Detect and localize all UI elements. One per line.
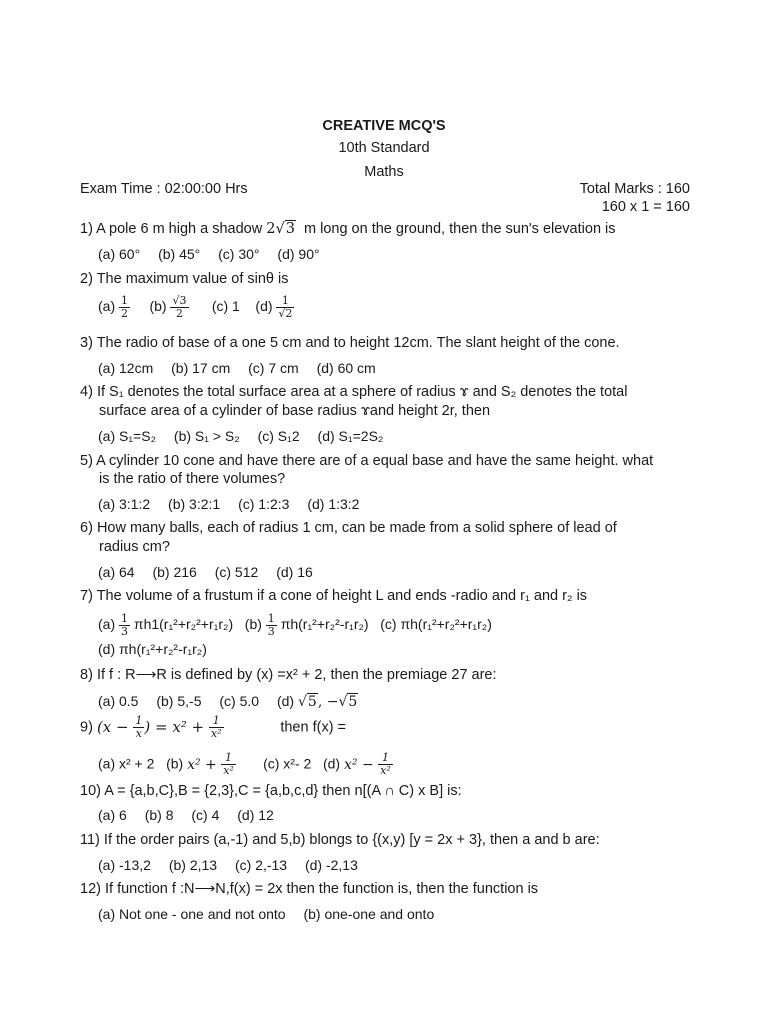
option-a: (a) 60° [98,246,141,262]
option-a-expr: πh1(r₁²+r₂²+r₁r₂) [133,616,234,633]
options-1 [98,246,334,262]
option-b: (b) 5,-5 [156,693,202,709]
option-b: (b) [244,616,262,633]
options-6 [98,564,327,580]
option-d: (d) 60 cm [316,360,376,376]
option-d: (d) [276,693,295,709]
option-c: (c) 2,-13 [234,857,288,873]
question-text: If f : R⟶R is defined by (x) =x² + 2, then the premiage 27 are: [96,667,497,683]
option-b: (b) one-one and onto [303,906,435,922]
options-11 [98,857,372,873]
question-number: 6) [80,520,93,536]
question-number: 9) [80,719,93,736]
option-d: (d) 1:3:2 [307,496,360,512]
math-fraction: $\frac{√3}{2}$ [172,294,187,320]
options-8 [98,693,358,710]
question-tail: then f(x) = [280,719,347,736]
total-marks: Total Marks : 160 [579,181,690,197]
math-expression: (x − $\frac{1}{x}$ ) = x² + $\frac{1}{\text{x²}}$ [96,714,222,740]
option-b: (b) 45° [158,246,201,262]
option-d: (d) 12 [237,807,274,823]
math-expression: √5, −√5 [297,694,358,710]
option-a: (a) 64 [98,564,135,580]
option-a: (a) x² + 2 [98,755,155,772]
question-text: A = {a,b,C},B = {2,3},C = {a,b,c,d} then n[(A ∩ C) x B] is: [104,783,462,799]
question-text: If function f :N⟶N,f(x) = 2x then the function is, then the function is [105,881,539,897]
option-d: (d) 16 [276,564,313,580]
option-c: (c) 4 [191,807,220,823]
question-1 [80,221,616,237]
question-9 [80,715,346,740]
question-number: 12) [80,881,101,897]
question-text: The radio of base of a one 5 cm and to height 12cm. The slant height of the cone. [96,335,620,351]
option-b: (b) [166,755,184,772]
math-fraction: $\frac{1}{3}$ [121,612,129,638]
math-fraction: $\frac{1}{3}$ [267,612,275,638]
question-number: 4) [80,384,93,400]
question-12 [80,881,538,897]
question-7 [80,588,587,604]
question-number: 7) [80,588,93,604]
marks-calc: 160 x 1 = 160 [601,199,690,215]
option-a: (a) 0.5 [98,693,139,709]
question-text: The volume of a frustum if a cone of height L and ends -radio and r₁ and r₂ is [96,588,588,604]
question-6-cont: radius cm? [99,539,170,555]
option-a: (a) [98,298,116,315]
question-3 [80,335,620,351]
options-7 [98,613,492,638]
options-9 [98,752,393,777]
option-b: (b) 8 [144,807,174,823]
question-4-cont: surface area of a cylinder of base radius ɤand height 2r, then [99,403,491,419]
subject-label: Maths [364,164,404,180]
math-expression: x² + $\frac{1}{\text{x²}}$ [187,751,234,777]
question-text: The maximum value of sinθ is [96,271,289,287]
options-2 [98,295,294,320]
option-c: (c) 7 cm [248,360,299,376]
question-10 [80,783,462,799]
question-number: 11) [80,832,100,848]
option-c: (c) 512 [214,564,259,580]
question-number: 2) [80,271,93,287]
question-5-cont: is the ratio of there volumes? [99,471,286,487]
question-2 [80,271,288,287]
option-b-expr: πh(r₁²+r₂²-r₁r₂) [280,616,369,633]
question-number: 1) [80,221,93,237]
question-number: 5) [80,453,93,469]
option-d: (d) S₁=2S₂ [317,428,384,444]
option-c: (c) 1 [211,298,240,315]
question-number: 3) [80,335,93,351]
option-a: (a) 6 [98,807,127,823]
question-4 [80,384,627,400]
option-a: (a) [98,616,116,633]
question-text: If S₁ denotes the total surface area at a sphere of radius ɤ and S₂ denotes the total [96,384,628,400]
page-title: CREATIVE MCQ'S [322,118,446,134]
option-b: (b) [149,298,167,315]
math-expression: x² − $\frac{1}{\text{x²}}$ [344,751,391,777]
question-11 [80,832,600,848]
option-d: (d) -2,13 [304,857,358,873]
option-b: (b) S₁ > S₂ [173,428,240,444]
options-4 [98,428,397,444]
option-b: (b) 2,13 [168,857,218,873]
question-text: A pole 6 m high a shadow [96,221,263,237]
option-c: (c) S₁2 [257,428,300,444]
math-fraction: $\frac{1}{2}$ [121,294,129,320]
option-a: (a) Not one - one and not onto [98,906,286,922]
math-expression: 2√3 [266,221,295,237]
option-a: (a) 12cm [98,360,154,376]
option-a: (a) -13,2 [98,857,151,873]
question-8 [80,667,497,683]
option-d: (d) [322,755,341,772]
options-3 [98,360,390,376]
options-12 [98,906,448,922]
math-fraction: $\frac{1}{√2}$ [278,294,293,320]
option-b: (b) 3:2:1 [168,496,221,512]
option-a: (a) S₁=S₂ [98,428,157,444]
option-a: (a) 3:1:2 [98,496,151,512]
options-10 [98,807,288,823]
exam-time: Exam Time : 02:00:00 Hrs [80,181,248,197]
option-d: (d) [255,298,273,315]
option-d: (d) 90° [277,246,320,262]
option-c: (c) πh(r₁²+r₂²+r₁r₂) [380,616,492,633]
question-number: 10) [80,783,101,799]
option-c: (c) 1:2:3 [238,496,290,512]
standard-label: 10th Standard [338,140,430,156]
question-6 [80,520,617,536]
option-b: (b) 17 cm [171,360,231,376]
question-text: m long on the ground, then the sun's elevation is [304,221,616,237]
question-number: 8) [80,667,93,683]
question-text: How many balls, each of radius 1 cm, can be made from a solid sphere of lead of [96,520,617,536]
option-c: (c) x²- 2 [263,755,312,772]
option-d: (d) πh(r₁²+r₂²-r₁r₂) [98,641,207,657]
option-c: (c) 5.0 [219,693,260,709]
question-text: If the order pairs (a,-1) and 5,b) blongs to {(x,y) [y = 2x + 3}, then a and b are: [103,832,600,848]
question-5 [80,453,653,469]
option-b: (b) 216 [152,564,197,580]
question-text: A cylinder 10 cone and have there are of a equal base and have the same height. what [96,453,654,469]
options-5 [98,496,373,512]
option-c: (c) 30° [218,246,260,262]
